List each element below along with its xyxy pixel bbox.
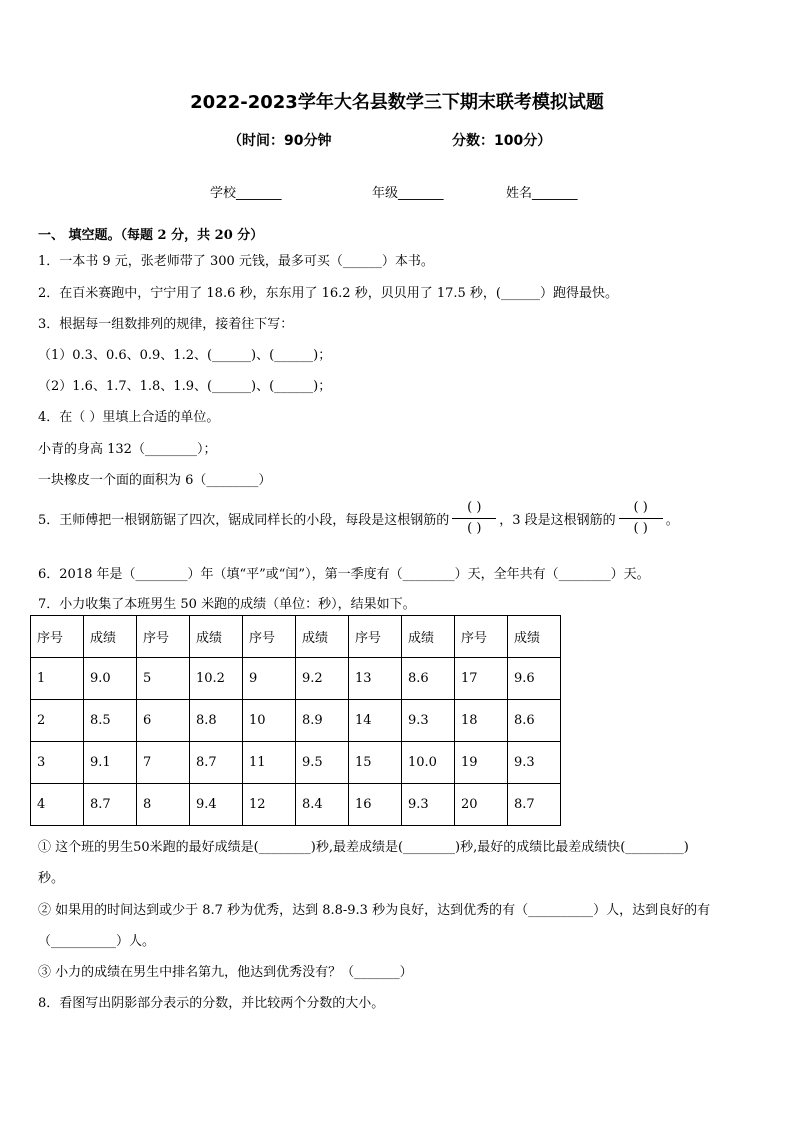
table-header-cell: 序号 [243,616,296,658]
question-5-text-2: ，3 段是这根钢筋的 [499,513,616,528]
question-7a: ① 这个班的男生50米跑的最好成绩是(________)秒,最差成绩是(________)秒,最好的成绩比最差成绩快(_________) [38,840,689,855]
table-header-cell: 成绩 [508,616,561,658]
table-cell: 8.4 [296,784,349,826]
table-cell: 9.1 [84,742,137,784]
table-cell: 9.3 [402,700,455,742]
question-8: 8．看图写出阴影部分表示的分数，并比较两个分数的大小。 [38,996,385,1011]
table-cell: 8.8 [190,700,243,742]
exam-score: 分数：100分） [452,133,552,149]
table-header-cell: 成绩 [402,616,455,658]
table-cell: 9.3 [508,742,561,784]
table-cell: 18 [455,700,508,742]
table-cell: 13 [349,658,402,700]
table-cell: 3 [31,742,84,784]
table-header-cell: 序号 [455,616,508,658]
score-table-body [31,616,561,826]
table-cell: 8.6 [402,658,455,700]
fraction-numerator: ( ) [633,500,648,515]
table-cell: 4 [31,784,84,826]
question-5 [38,500,679,537]
table-cell: 8.5 [84,700,137,742]
question-7a-continued: 秒。 [38,871,65,886]
question-3: 3．根据每一组数排列的规律，接着往下写： [38,317,294,332]
table-cell: 19 [455,742,508,784]
name-field: 姓名_______ [506,186,578,201]
table-row [31,742,561,784]
fraction-denominator: ( ) [633,521,648,536]
table-row [31,658,561,700]
table-cell: 9.4 [190,784,243,826]
question-5-text-1: 5．王师傅把一根钢筋锯了四次，锯成同样长的小段，每段是这根钢筋的 [38,513,450,528]
question-2: 2．在百米赛跑中，宁宁用了 18.6 秒，东东用了 16.2 秒，贝贝用了 17.5 秒，(______）跑得最快。 [38,286,618,301]
table-cell: 9.0 [84,658,137,700]
table-header-cell: 序号 [31,616,84,658]
fraction-blank-1 [452,500,496,537]
table-cell: 10.0 [402,742,455,784]
table-header-cell: 成绩 [296,616,349,658]
table-header-cell: 成绩 [190,616,243,658]
table-cell: 10.2 [190,658,243,700]
question-7b-continued: （__________）人。 [38,934,156,949]
table-cell: 1 [31,658,84,700]
table-cell: 11 [243,742,296,784]
question-6: 6．2018 年是（________）年（填“平”或“闰”），第一季度有（________）天，全年共有（________）天。 [38,567,650,582]
score-table [30,615,561,826]
grade-field: 年级_______ [372,186,444,201]
table-cell: 9.6 [508,658,561,700]
table-row [31,700,561,742]
question-3b: （2）1.6、1.7、1.8、1.9、(______)、(______)； [38,379,332,394]
table-cell: 20 [455,784,508,826]
fraction-denominator: ( ) [467,521,482,536]
question-3a: （1）0.3、0.6、0.9、1.2、(______)、(______)； [38,348,332,363]
table-cell: 8 [137,784,190,826]
table-row [31,784,561,826]
table-cell: 8.7 [84,784,137,826]
school-field: 学校_______ [210,186,282,201]
fraction-blank-2 [619,500,663,537]
table-cell: 15 [349,742,402,784]
table-cell: 9.5 [296,742,349,784]
table-cell: 12 [243,784,296,826]
question-5-text-3: 。 [665,513,679,528]
question-4: 4．在（ ）里填上合适的单位。 [38,410,220,425]
exam-time: （时间：90分钟 [228,133,332,149]
table-cell: 16 [349,784,402,826]
table-cell: 10 [243,700,296,742]
question-7b: ② 如果用的时间达到或少于 8.7 秒为优秀，达到 8.8-9.3 秒为良好，达到优秀的有（__________）人，达到良好的有 [38,903,711,918]
table-cell: 6 [137,700,190,742]
table-cell: 8.6 [508,700,561,742]
table-cell: 9 [243,658,296,700]
question-1: 1．一本书 9 元，张老师带了 300 元钱，最多可买（______）本书。 [38,254,434,269]
fraction-bar [619,518,663,519]
table-cell: 8.7 [508,784,561,826]
fraction-bar [452,518,496,519]
table-cell: 14 [349,700,402,742]
table-header-cell: 序号 [137,616,190,658]
table-cell: 7 [137,742,190,784]
question-4b: 一块橡皮一个面的面积为 6（________） [38,473,272,488]
table-cell: 9.3 [402,784,455,826]
table-header-cell: 序号 [349,616,402,658]
page-title: 2022-2023学年大名县数学三下期末联考模拟试题 [190,92,604,113]
section-heading: 一、 填空题。（每题 2 分，共 20 分） [38,228,264,243]
fraction-numerator: ( ) [467,500,482,515]
question-4a: 小青的身高 132（________）； [38,442,217,457]
question-7c: ③ 小力的成绩在男生中排名第九，他达到优秀没有？（_______） [38,965,413,980]
table-header-row [31,616,561,658]
table-header-cell: 成绩 [84,616,137,658]
table-cell: 9.2 [296,658,349,700]
table-cell: 2 [31,700,84,742]
table-cell: 8.9 [296,700,349,742]
table-cell: 8.7 [190,742,243,784]
question-7: 7．小力收集了本班男生 50 米跑的成绩（单位：秒），结果如下。 [38,597,416,612]
table-cell: 5 [137,658,190,700]
table-cell: 17 [455,658,508,700]
